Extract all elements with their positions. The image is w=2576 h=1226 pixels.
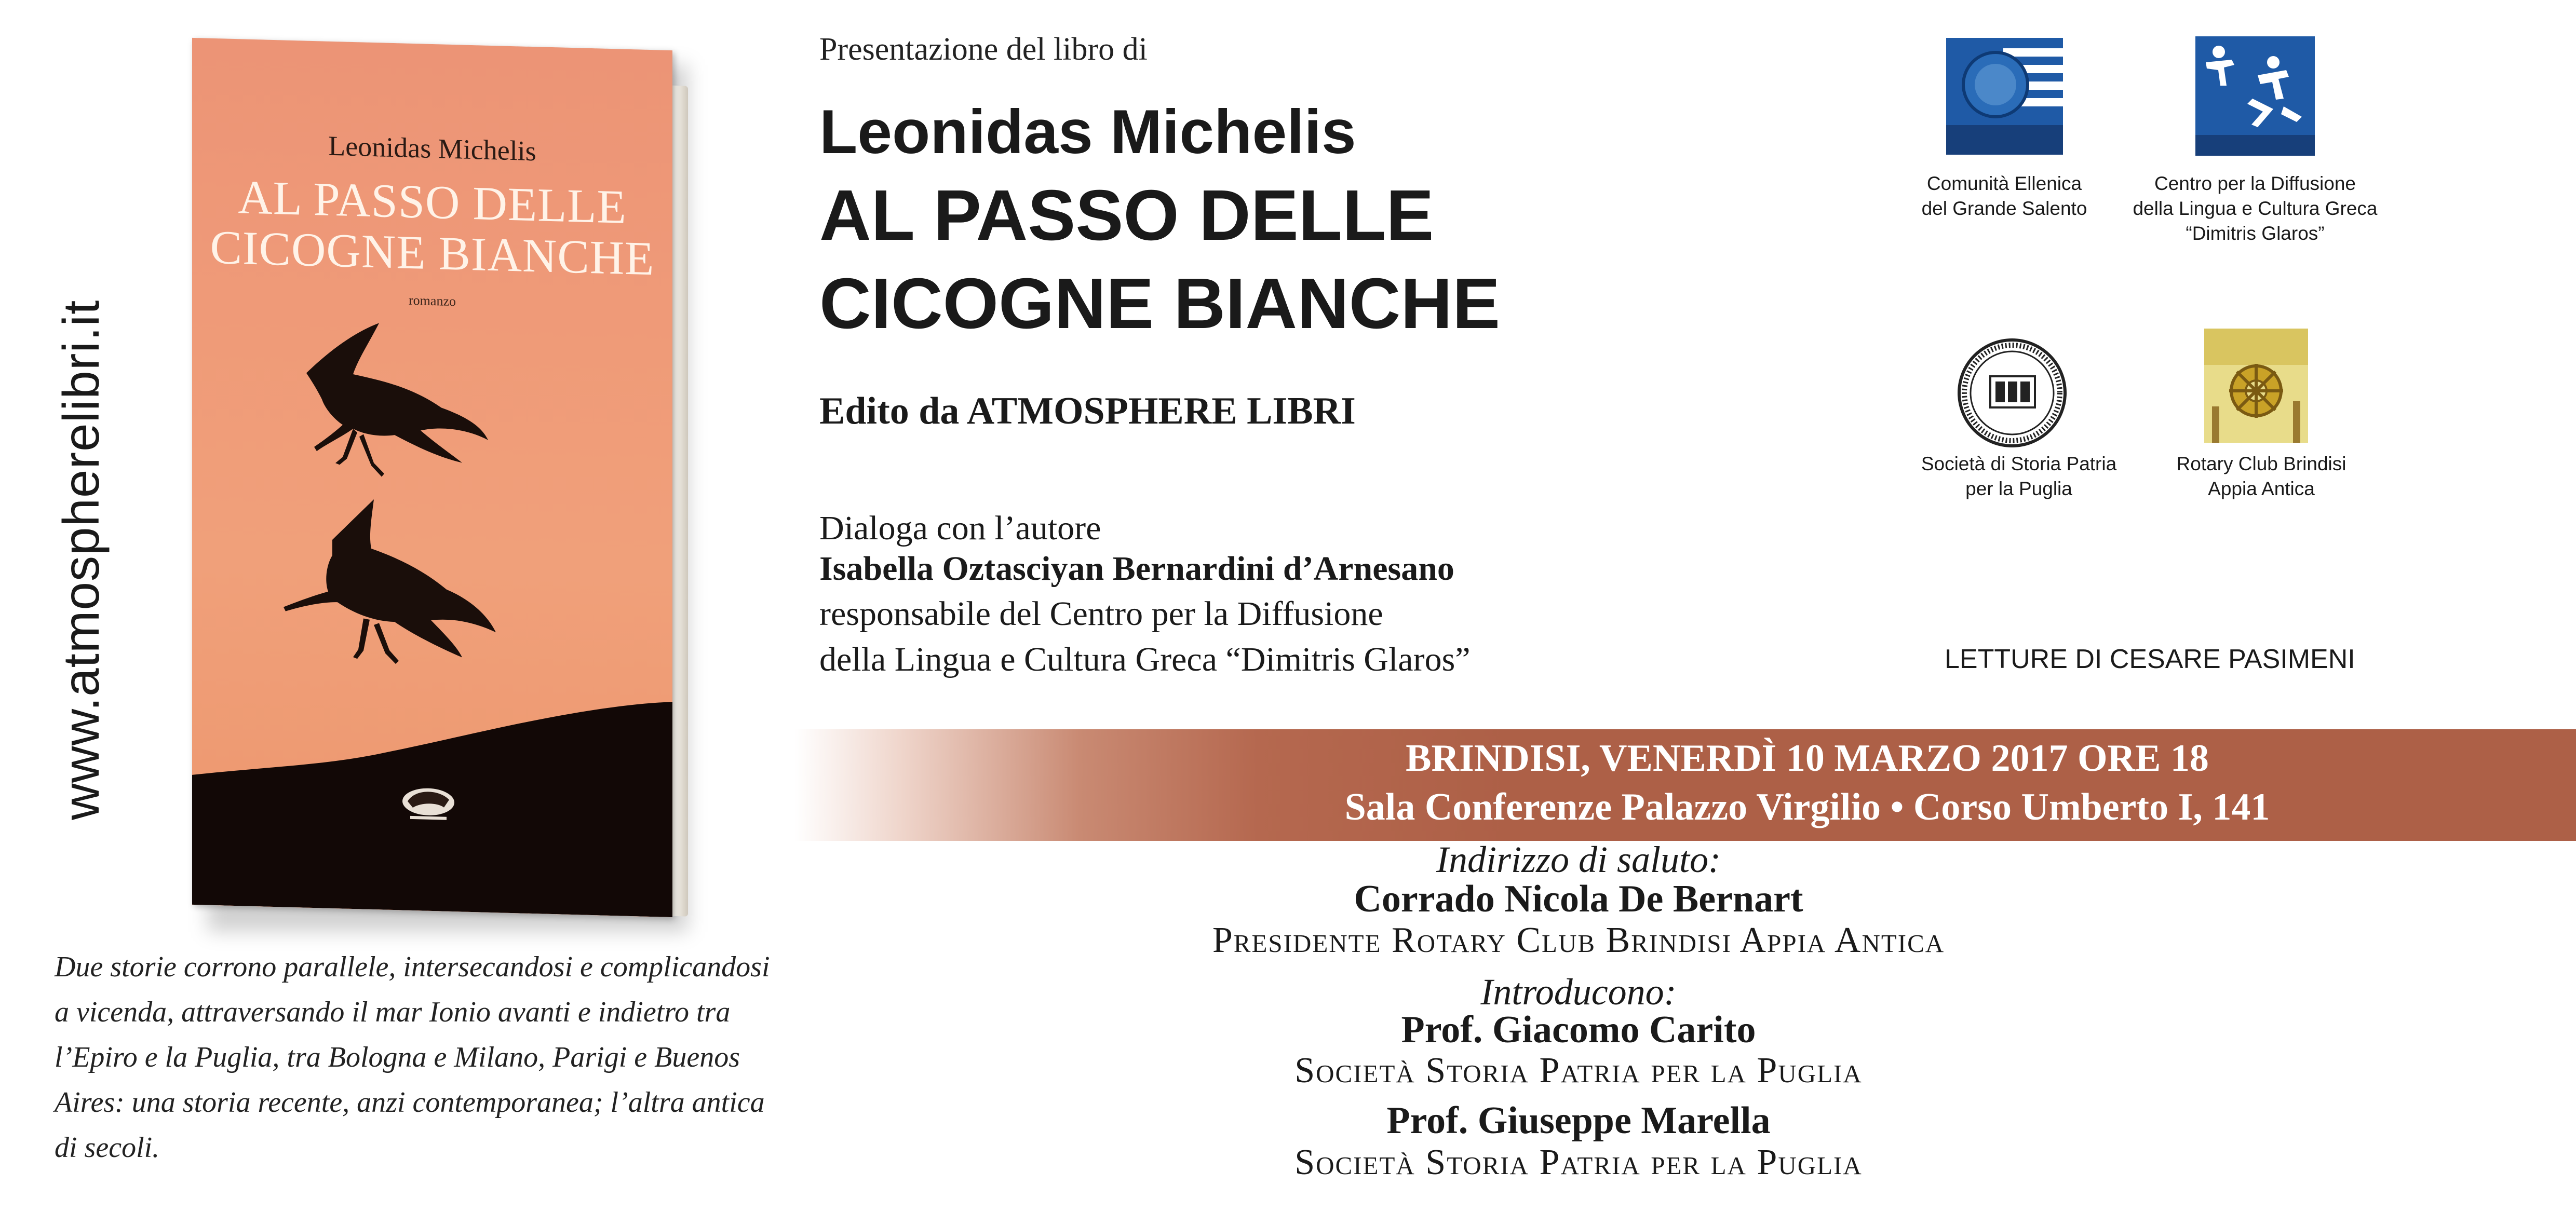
logo2-caption — [2110, 171, 2400, 246]
event-date-time: BRINDISI, VENERDÌ 10 MARZO 2017 ORE 18 — [1406, 737, 2209, 780]
book-synopsis: Due storie corrono parallele, intersecandosi e complicandosi a vicenda, attraversando il mar Ionio avanti e indietro tra l’Epiro e la Puglia, tra Bologna e Milano, Parigi e Buenos Aires: una storia recente, anzi contemporanea; l’altra antica di secoli. — [55, 951, 770, 1164]
greeting-speaker-name: Corrado Nicola De Bernart — [1354, 878, 1803, 920]
logo1-caption-line1: Comunità Ellenica — [1926, 173, 2082, 194]
moderator-name: Isabella Oztasciyan Bernardini d’Arnesano — [819, 550, 1454, 588]
book-cover-image — [192, 44, 672, 911]
storia-patria-seal-icon — [1957, 337, 2068, 449]
greeting-speaker-role: Presidente Rotary Club Brindisi Appia Antica — [1212, 920, 1945, 960]
speaker1-role: Società Storia Patria per la Puglia — [1294, 1051, 1863, 1091]
book-title-line2: CICOGNE BIANCHE — [819, 264, 1501, 344]
book-title — [819, 171, 1500, 348]
book-title-line1: AL PASSO DELLE — [819, 175, 1434, 255]
moderator-role-line1: responsabile del Centro per la Diffusione — [819, 595, 1383, 633]
logo1-caption-line2: del Grande Salento — [1921, 198, 2087, 219]
glaros-center-logo-icon — [2195, 36, 2315, 156]
website-vertical: www.atmospherelibri.it — [52, 299, 110, 820]
book-cover — [192, 38, 672, 917]
moderator-role-line2: della Lingua e Cultura Greca “Dimitris Glaros” — [819, 641, 1471, 678]
event-venue: Sala Conferenze Palazzo Virgilio • Corso Umberto I, 141 — [1344, 786, 2270, 828]
speaker2-role: Società Storia Patria per la Puglia — [1294, 1142, 1863, 1182]
speaker1-name: Prof. Giacomo Carito — [1401, 1009, 1756, 1051]
logo3-caption-line1: Società di Storia Patria — [1921, 453, 2117, 474]
logo3-caption-line2: per la Puglia — [1965, 478, 2072, 499]
cover-genre: romanzo — [409, 292, 456, 309]
logo2-caption-line2: della Lingua e Cultura Greca — [2133, 198, 2378, 219]
speaker2-name: Prof. Giuseppe Marella — [1386, 1099, 1771, 1142]
readings-credit: LETTURE DI CESARE PASIMENI — [1945, 644, 2355, 674]
event-banner — [794, 729, 2576, 841]
greeting-label: Indirizzo di saluto: — [1436, 839, 1721, 880]
logo2-caption-line1: Centro per la Diffusione — [2154, 173, 2356, 194]
rotary-club-logo-icon — [2204, 329, 2308, 443]
logo1-caption — [1859, 171, 2150, 221]
publisher-logo-icon — [389, 765, 467, 829]
cover-title-line1: AL PASSO DELLE — [238, 170, 627, 234]
logo4-caption — [2116, 452, 2407, 501]
presentation-intro: Presentazione del libro di — [819, 32, 1148, 67]
logo4-caption-line2: Appia Antica — [2208, 478, 2315, 499]
introducers-label: Introducono: — [1480, 971, 1677, 1013]
cover-author: Leonidas Michelis — [328, 130, 536, 167]
logo4-caption-line1: Rotary Club Brindisi — [2176, 453, 2346, 474]
author-name: Leonidas Michelis — [819, 97, 1356, 167]
publisher-line: Edito da ATMOSPHERE LIBRI — [819, 390, 1356, 432]
cover-title-line2: CICOGNE BIANCHE — [210, 220, 655, 285]
greek-community-logo-icon — [1946, 38, 2063, 155]
logo2-caption-line3: “Dimitris Glaros” — [2186, 223, 2325, 244]
dialog-intro: Dialoga con l’autore — [819, 509, 1101, 547]
